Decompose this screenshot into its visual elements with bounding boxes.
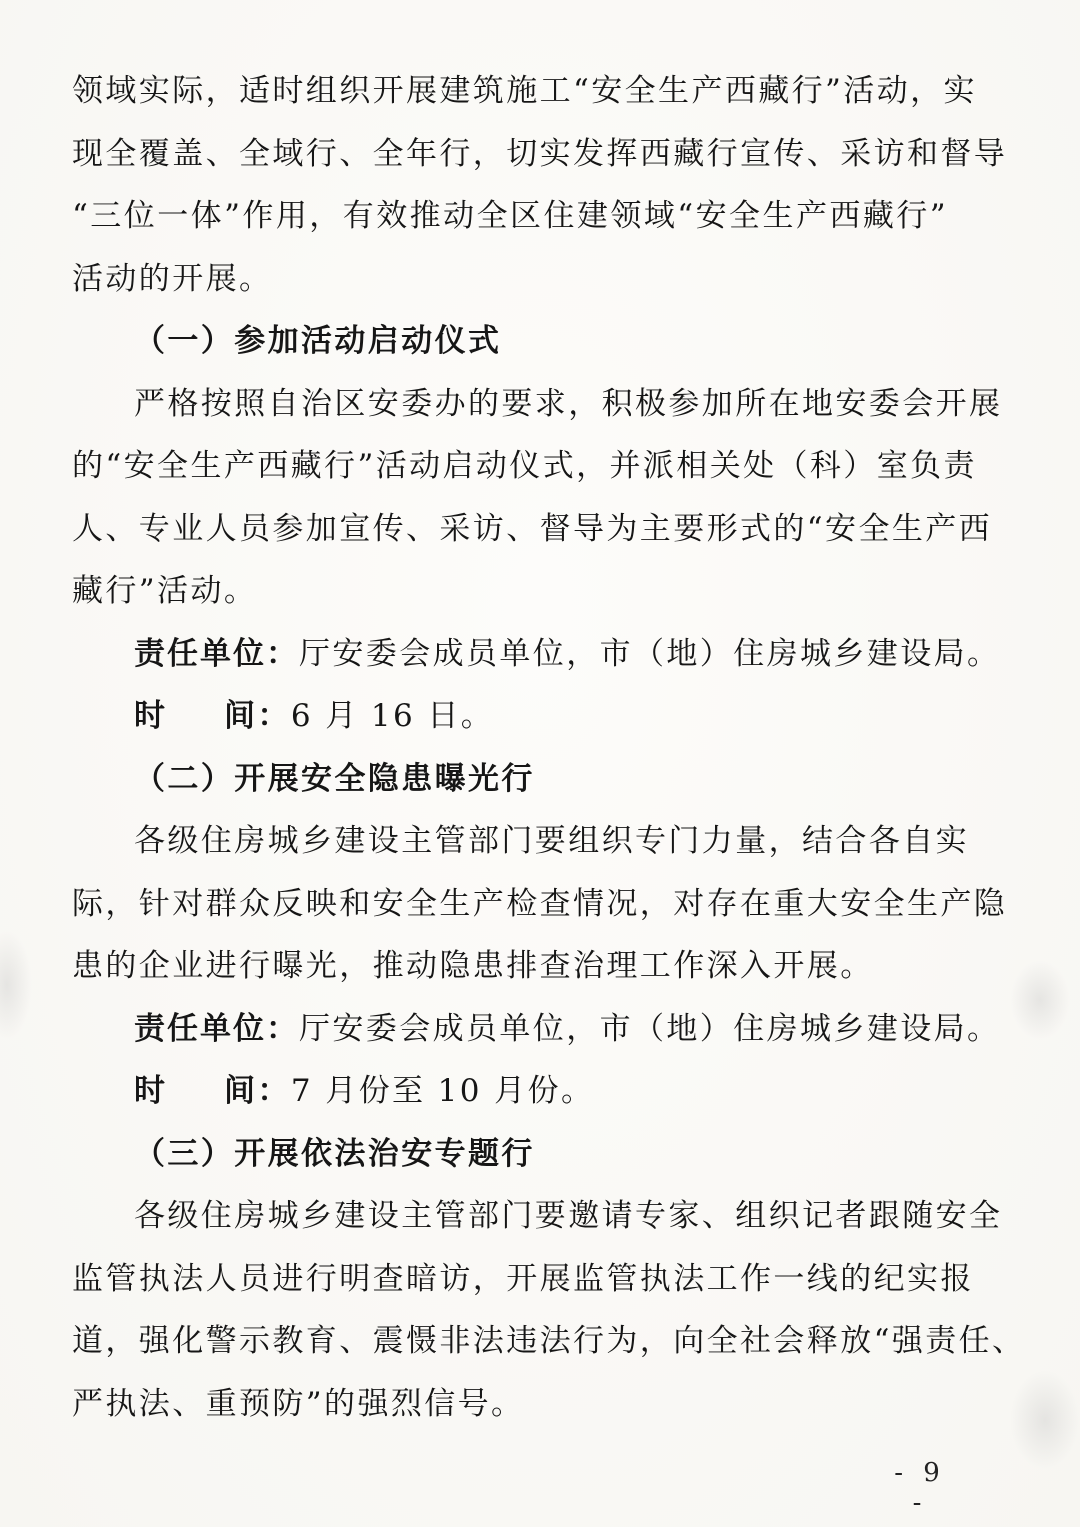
text-line: 各级住房城乡建设主管部门要邀请专家、组织记者跟随安全 <box>134 1198 1003 1234</box>
page-number: - 9 - <box>894 1458 946 1518</box>
text-line: 患的企业进行曝光，推动隐患排查治理工作深入开展。 <box>72 948 874 984</box>
text-line: 人、专业人员参加宣传、采访、督导为主要形式的“安全生产西 <box>72 510 993 547</box>
text-line: 藏行”活动。 <box>72 573 258 609</box>
section-heading-2: （二）开展安全隐患曝光行 <box>134 760 535 797</box>
time-row-2 <box>72 1060 948 1123</box>
time-row-1 <box>72 685 948 748</box>
text-line: 领域实际，适时组织开展建筑施工“安全生产西藏行”活动，实 <box>72 73 977 109</box>
text-line: 际，针对群众反映和安全生产检查情况，对存在重大安全生产隐 <box>72 885 1008 922</box>
responsible-unit-label: 责任单位： <box>134 635 299 672</box>
time-label-b: 间： <box>224 698 291 734</box>
text-line: 活动的开展。 <box>72 260 273 297</box>
scan-smudge <box>1010 960 1070 1040</box>
section-heading-3: （三）开展依法治安专题行 <box>134 1135 535 1172</box>
responsible-unit-value: 厅安委会成员单位，市（地）住房城乡建设局。 <box>299 1010 1001 1047</box>
text-line: 严执法、重预防”的强烈信号。 <box>72 1385 525 1422</box>
document-body <box>72 60 1026 1435</box>
responsible-unit-value: 厅安委会成员单位，市（地）住房城乡建设局。 <box>299 635 1001 672</box>
responsible-unit-row-2 <box>72 998 1001 1061</box>
scan-smudge <box>0 930 32 1040</box>
time-label-a: 时 <box>134 1073 168 1109</box>
responsible-unit-row-1 <box>72 623 1001 686</box>
time-value: 6 月 16 日。 <box>290 698 495 734</box>
scan-smudge <box>1010 1370 1080 1470</box>
text-line: 的“安全生产西藏行”活动启动仪式，并派相关处（科）室负责 <box>72 448 977 484</box>
text-line: 各级住房城乡建设主管部门要组织专门力量，结合各自实 <box>134 823 969 859</box>
text-line: 现全覆盖、全域行、全年行，切实发挥西藏行宣传、采访和督导 <box>72 135 1008 172</box>
responsible-unit-label: 责任单位： <box>134 1010 299 1047</box>
time-label-b: 间： <box>224 1073 291 1109</box>
time-value: 7 月份至 10 月份。 <box>290 1073 595 1109</box>
time-label-a: 时 <box>134 698 168 734</box>
text-line: “三位一体”作用，有效推动全区住建领域“安全生产西藏行” <box>72 198 948 234</box>
text-line: 严格按照自治区安委办的要求，积极参加所在地安委会开展 <box>134 385 1003 422</box>
section-heading-1: （一）参加活动启动仪式 <box>134 323 502 359</box>
text-line: 监管执法人员进行明查暗访，开展监管执法工作一线的纪实报 <box>72 1260 974 1297</box>
text-line: 道，强化警示教育、震慑非法违法行为，向全社会释放“强责任、 <box>72 1323 1026 1359</box>
